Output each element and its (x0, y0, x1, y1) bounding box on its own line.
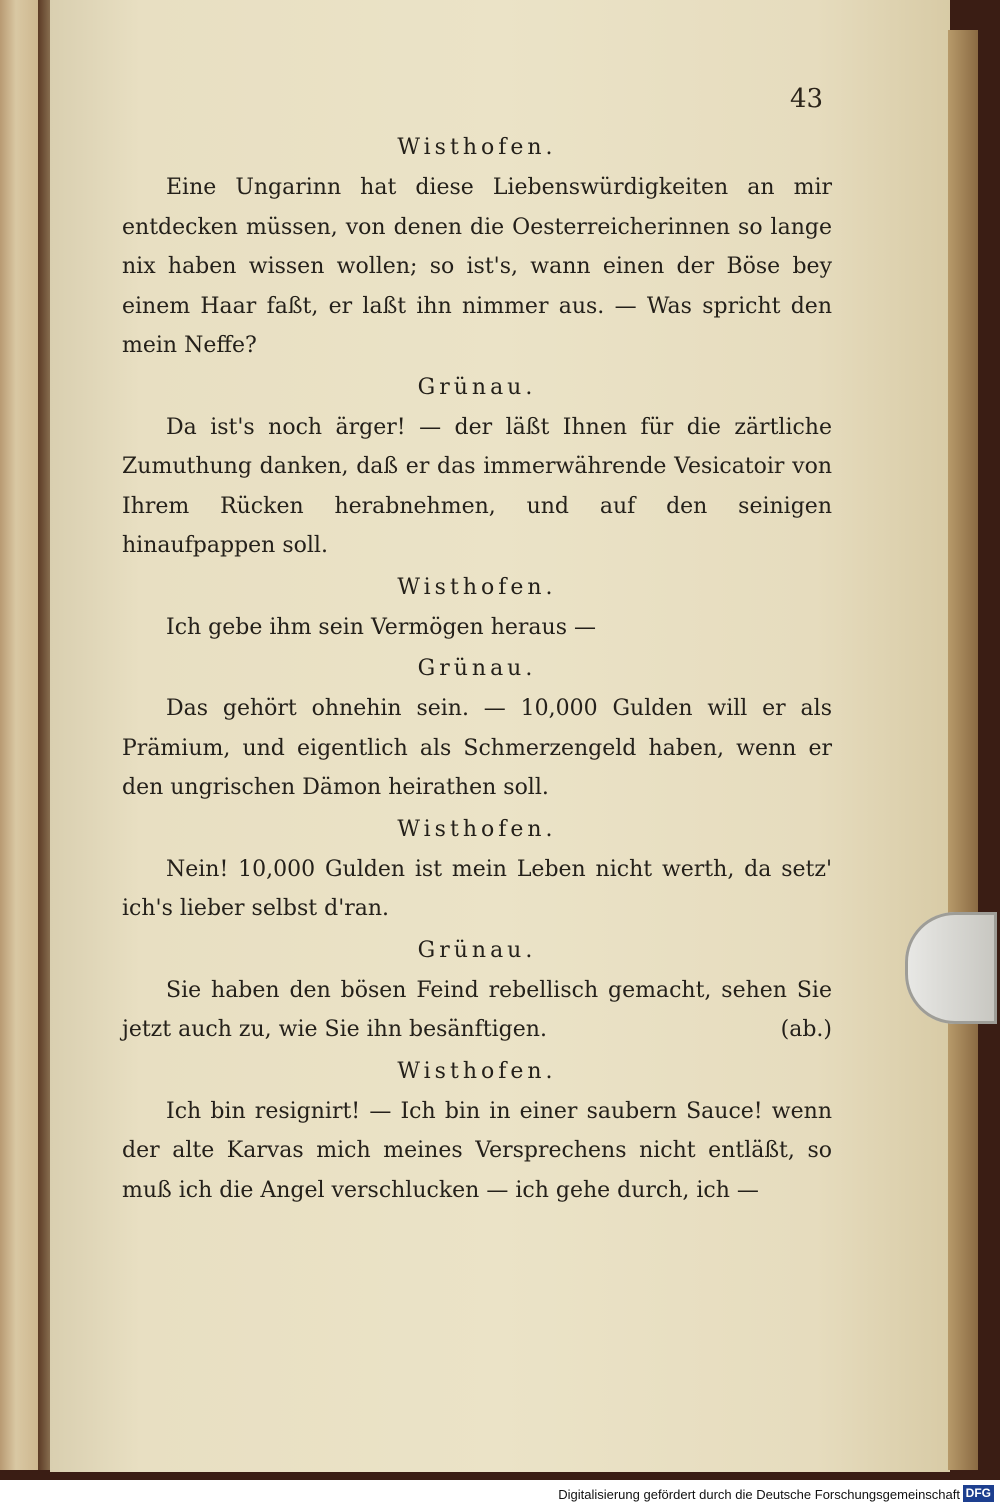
speaker-heading: Grünau. (417, 937, 537, 963)
page-edge (948, 30, 978, 1470)
speaker-heading: Wisthofen. (397, 1058, 557, 1084)
speech-paragraph: Ich bin resignirt! — Ich bin in einer saubern Sauce! wenn der alte Karvas mich meines Versprechens nicht entläßt, so muß ich die Angel verschlucken — ich gehe durch, ich — (122, 1098, 832, 1203)
left-page-edge (0, 0, 40, 1470)
speaker-heading: Grünau. (417, 374, 537, 400)
speech-paragraph: Ich gebe ihm sein Vermögen heraus — (166, 614, 596, 640)
text-block (122, 128, 832, 1212)
speech-paragraph: Da ist's noch ärger! — der läßt Ihnen für die zärtliche Zumuthung danken, daß er das immerwährende Vesicatoir von Ihrem Rücken herabnehmen, und auf den seinigen hinaufpappen soll. (122, 414, 832, 558)
stage-direction: (ab.) (780, 1017, 832, 1042)
speech-text: Sie haben den bösen Feind rebellisch gemacht, sehen Sie jetzt auch zu, wie Sie ihn besänftigen. (122, 977, 832, 1042)
footer-bar (0, 1480, 1000, 1509)
speech-paragraph: Nein! 10,000 Gulden ist mein Leben nicht werth, da setz' ich's lieber selbst d'ran. (122, 856, 832, 921)
page-number: 43 (790, 84, 824, 114)
speech-paragraph: Das gehört ohnehin sein. — 10,000 Gulden will er als Prämium, und eigentlich als Schmerzengeld haben, wenn er den ungrischen Dämon heirathen soll. (122, 696, 832, 800)
speaker-heading: Wisthofen. (397, 816, 557, 842)
speech-paragraph (122, 971, 832, 1050)
page-clip (905, 912, 997, 1024)
speaker-heading: Wisthofen. (397, 135, 557, 160)
funding-credit: Digitalisierung gefördert durch die Deutsche Forschungsgemeinschaft (558, 1487, 960, 1502)
speech-paragraph: Eine Ungarinn hat diese Liebenswürdigkeiten an mir entdecken müssen, von denen die Oesterreicherinnen so lange nix haben wissen wollen; so ist's, wann einen der Böse bey einem Haar faßt, er laßt ihn nimmer aus. — Was spricht den mein Neffe? (122, 175, 832, 358)
dfg-logo: DFG (963, 1485, 994, 1502)
speaker-heading: Grünau. (417, 656, 537, 681)
speaker-heading: Wisthofen. (397, 574, 557, 600)
